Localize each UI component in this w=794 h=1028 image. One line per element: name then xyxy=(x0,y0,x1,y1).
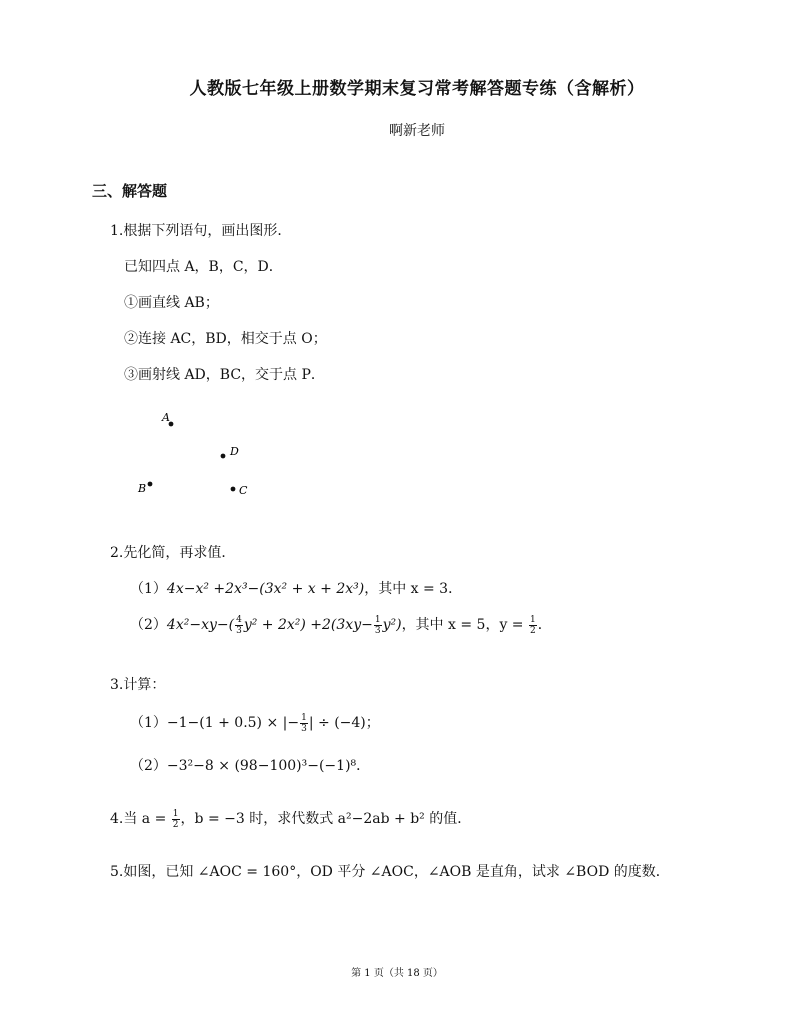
fraction-numerator: 1 xyxy=(301,712,307,723)
question-4 xyxy=(110,808,471,830)
part-label: （1） xyxy=(130,715,167,731)
fraction-numerator: 4 xyxy=(236,614,242,625)
question-2-stem: 2.先化简，再求值． xyxy=(110,545,236,561)
condition: ，其中 x = 5，y = xyxy=(401,617,528,633)
question-5-stem: 5.如图，已知 ∠AOC = 160°，OD 平分 ∠AOC，∠AOB 是直角，试求 ∠BOD 的度数． xyxy=(110,864,670,880)
expression-part-b: | ÷ (−4)； xyxy=(308,715,380,731)
part-label: （2） xyxy=(130,617,167,633)
fraction-numerator: 1 xyxy=(374,614,381,625)
question-1-stem: 1.根据下列语句，画出图形． xyxy=(110,223,292,239)
section-heading: 三、解答题 xyxy=(92,182,168,200)
question-2-part-1 xyxy=(130,578,462,598)
fraction-numerator: 1 xyxy=(172,808,179,819)
fraction-denominator: 3 xyxy=(374,625,381,636)
point-c-dot xyxy=(231,487,236,492)
question-1-given: 已知四点 A，B，C，D． xyxy=(124,259,283,275)
fraction-denominator: 3 xyxy=(236,625,242,636)
expression-part-a: 4x²−xy−( xyxy=(166,617,235,633)
point-b-label: B xyxy=(138,482,147,495)
point-b-dot xyxy=(148,482,153,487)
fraction-one-third xyxy=(374,615,382,636)
expression: 4x−x² +2x³−(3x² + x + 2x³) xyxy=(166,581,365,597)
point-d-label: D xyxy=(230,445,239,458)
fraction-one-third xyxy=(300,713,308,734)
expression-part-b: y² + 2x²) +2(3xy− xyxy=(243,617,373,633)
document-title: 人教版七年级上册数学期末复习常考解答题专练（含解析） xyxy=(189,79,645,99)
fraction-y-value xyxy=(529,615,537,636)
expression-part-c: y²) xyxy=(382,617,402,633)
question-1-step-1: ①画直线 AB； xyxy=(124,295,219,311)
part-label: （1） xyxy=(130,581,167,597)
expression: −3²−8 × (98−100)³−(−1)⁸． xyxy=(166,758,371,774)
end-mark: ． xyxy=(537,617,552,633)
condition: ，其中 x = 3． xyxy=(364,581,463,597)
fraction-denominator: 2 xyxy=(530,625,536,636)
point-d-dot xyxy=(221,454,226,459)
part-label: （2） xyxy=(130,758,167,774)
question-3-stem: 3.计算： xyxy=(110,677,166,693)
fraction-denominator: 3 xyxy=(301,723,307,734)
fraction-four-thirds xyxy=(235,615,243,636)
question-1-step-2: ②连接 AC，BD，相交于点 O； xyxy=(124,331,327,347)
stem-part-a: 4.当 a = xyxy=(110,811,171,827)
point-c-label: C xyxy=(239,484,248,497)
question-2-part-2 xyxy=(130,614,552,636)
fraction-numerator: 1 xyxy=(530,614,536,625)
point-a-label: A xyxy=(162,411,170,424)
stem-part-b: ，b = −3 时，求代数式 a²−2ab + b² 的值． xyxy=(180,811,472,827)
fraction-a-value xyxy=(172,809,180,830)
question-1-step-3: ③画射线 AD，BC，交于点 P． xyxy=(124,367,325,383)
question-3-part-2 xyxy=(130,755,370,775)
question-3-part-1 xyxy=(130,712,380,734)
page-footer: 第 1 页（共 18 页） xyxy=(351,968,443,979)
expression-part-a: −1−(1 + 0.5) × |− xyxy=(166,715,300,731)
fraction-denominator: 2 xyxy=(172,819,179,830)
author-name: 啊新老师 xyxy=(389,123,445,139)
points-diagram xyxy=(130,405,270,505)
